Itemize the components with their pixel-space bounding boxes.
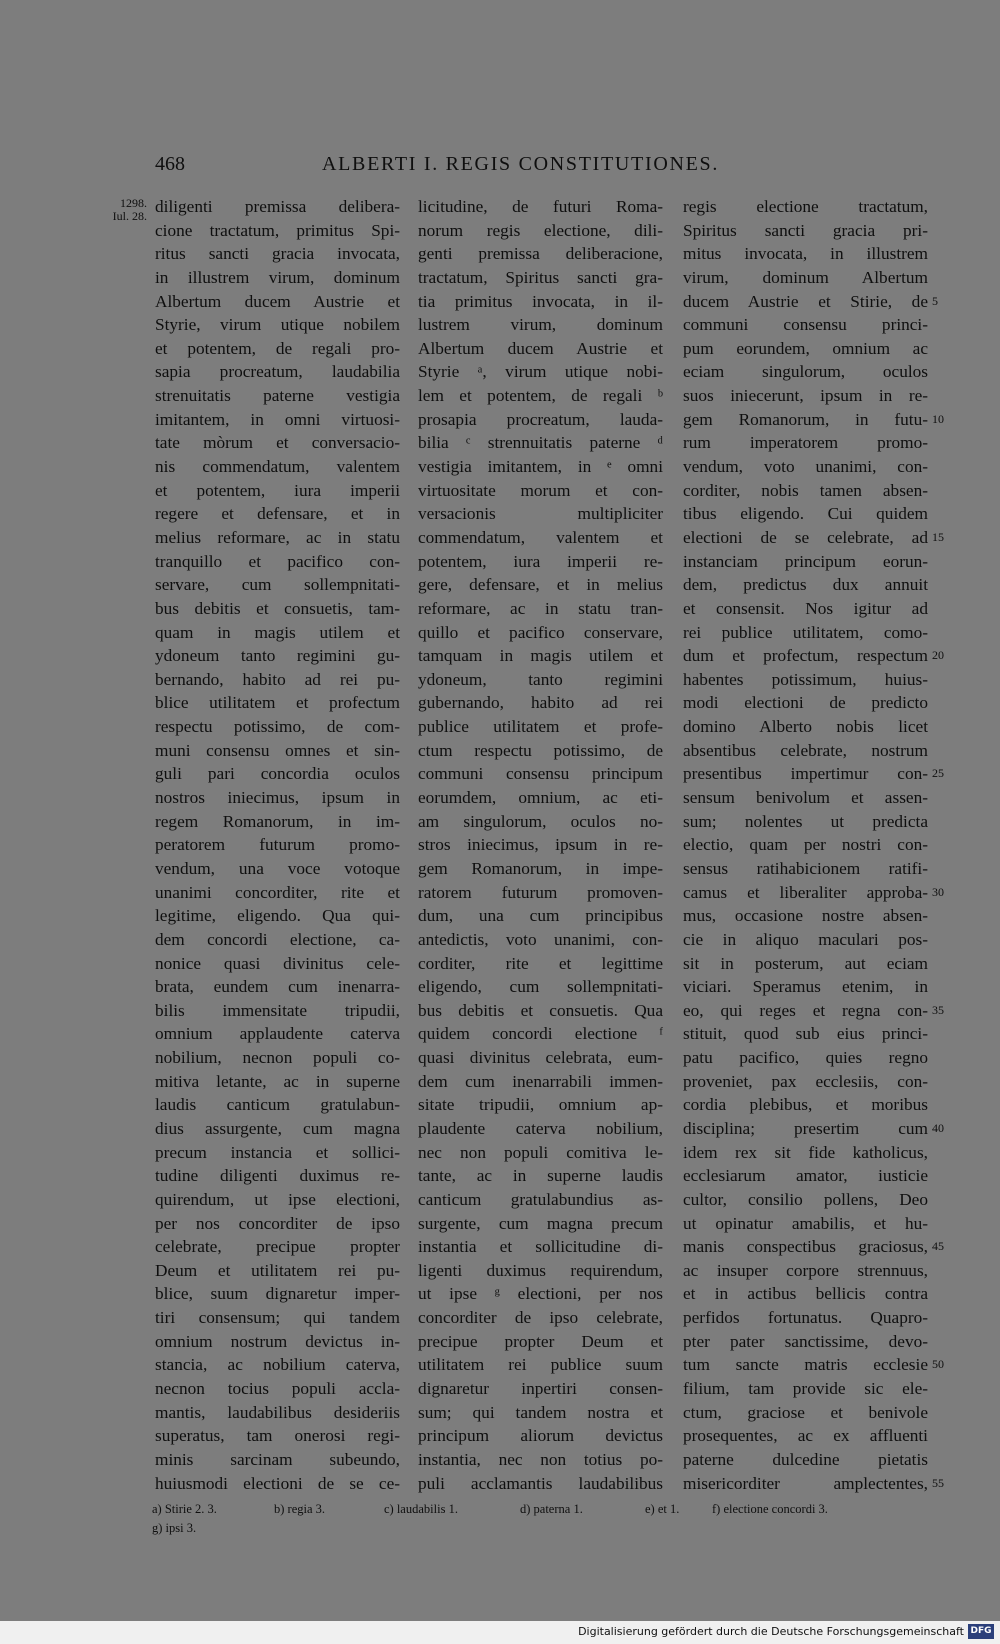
- text-line: bus debitis et consuetis. Qua: [418, 1000, 663, 1020]
- text-line: superatus, tam onerosi regi-: [155, 1426, 400, 1446]
- text-line: blice, suum dignaretur imper-: [155, 1284, 400, 1304]
- text-line: strenuitatis paterne vestigia: [155, 386, 400, 406]
- footnote-f: f) electione concordi 3.: [712, 1502, 828, 1516]
- line-number: [932, 1330, 968, 1354]
- text-line: rum imperatorem promo-: [683, 433, 928, 453]
- text-line: viciari. Speramus etenim, in: [683, 977, 928, 997]
- text-line: mus, occasione nostre absen-: [683, 906, 928, 926]
- line-number: [932, 479, 968, 503]
- line-number: [932, 1212, 968, 1236]
- text-line: communi consensu princi-: [683, 315, 928, 335]
- text-line: dem concordi electione, ca-: [155, 929, 400, 949]
- line-number: [932, 337, 968, 361]
- text-line: plaudente caterva nobilium,: [418, 1118, 663, 1138]
- text-line: genti premissa deliberacione,: [418, 244, 663, 264]
- line-number: [932, 195, 968, 219]
- text-line: prosequentes, ac ex affluenti: [683, 1426, 928, 1446]
- text-line: muni consensu omnes et sin-: [155, 740, 400, 760]
- line-number: 45: [932, 1239, 944, 1254]
- text-line: huiusmodi electioni de se ce-: [155, 1473, 400, 1493]
- text-line: gem Romanorum, in futu-: [683, 409, 928, 429]
- text-line: sitate tripudii, omnium ap-: [418, 1095, 663, 1115]
- line-number: [932, 1259, 968, 1283]
- text-line: tiri consensum; qui tandem: [155, 1308, 400, 1328]
- text-line: nostros iniecimus, ipsum in: [155, 788, 400, 808]
- line-number: [932, 502, 968, 526]
- line-number: [932, 1306, 968, 1330]
- text-line: tudine diligenti duximus re-: [155, 1166, 400, 1186]
- text-line: paterne dulcedine pietatis: [683, 1449, 928, 1469]
- text-line: vendum, una voce votoque: [155, 858, 400, 878]
- footnote-e: e) et 1.: [645, 1502, 680, 1516]
- text-line: surgente, cum magna precum: [418, 1213, 663, 1233]
- text-line: et potentem, de regali pro-: [155, 338, 400, 358]
- text-line: Spiritus sancti gracia pri-: [683, 220, 928, 240]
- text-line: filium, tam provide sic ele-: [683, 1379, 928, 1399]
- text-line: absentibus celebrate, nostrum: [683, 740, 928, 760]
- text-column-2: [418, 195, 663, 1495]
- footnotes: [152, 1502, 932, 1540]
- line-number: [932, 313, 968, 337]
- text-line: pum eorundem, omnium ac: [683, 338, 928, 358]
- page-number: 468: [155, 153, 185, 175]
- line-number: 15: [932, 529, 944, 544]
- text-line: quirendum, ut ipse electioni,: [155, 1189, 400, 1209]
- text-line: electio, quam per nostri con-: [683, 835, 928, 855]
- line-number: 20: [932, 648, 944, 663]
- text-line: Styrie ᵃ, virum utique nobi-: [418, 362, 663, 382]
- text-line: electioni de se celebrate, ad: [683, 527, 928, 547]
- dfg-logo: DFG: [968, 1624, 994, 1639]
- text-line: omnium nostrum devictus in-: [155, 1331, 400, 1351]
- line-number: 25: [932, 766, 944, 781]
- text-line: sit in posterum, aut eciam: [683, 953, 928, 973]
- text-line: domino Alberto nobis licet: [683, 717, 928, 737]
- text-line: stros iniecimus, ipsum in re-: [418, 835, 663, 855]
- footnote-d: d) paterna 1.: [520, 1502, 583, 1516]
- line-number: [932, 691, 968, 715]
- text-line: proveniet, pax ecclesiis, con-: [683, 1071, 928, 1091]
- text-line: omnium applaudente caterva: [155, 1024, 400, 1044]
- footnote-c: c) laudabilis 1.: [384, 1502, 458, 1516]
- text-line: celebrate, precipue propter: [155, 1237, 400, 1257]
- text-line: lem et potentem, de regali ᵇ: [418, 386, 663, 406]
- line-number: [932, 1188, 968, 1212]
- text-line: cie in aliquo maculari pos-: [683, 929, 928, 949]
- line-number: [932, 431, 968, 455]
- text-line: servare, cum sollempnitati-: [155, 575, 400, 595]
- line-number: [932, 266, 968, 290]
- page-header: [0, 153, 1000, 183]
- text-line: disciplina; presertim cum: [683, 1118, 928, 1138]
- text-line: bernando, habito ad rei pu-: [155, 669, 400, 689]
- text-line: quasi divinitus celebrata, eum-: [418, 1048, 663, 1068]
- text-line: instantia, nec non totius po-: [418, 1449, 663, 1469]
- text-line: Albertum ducem Austrie et: [155, 291, 400, 311]
- line-number: [932, 786, 968, 810]
- text-line: norum regis electione, dili-: [418, 220, 663, 240]
- text-line: tractatum, Spiritus sancti gra-: [418, 267, 663, 287]
- text-line: dum, una cum principibus: [418, 906, 663, 926]
- text-line: eligendo, cum sollempnitati-: [418, 977, 663, 997]
- text-line: vendum, voto unanimi, con-: [683, 457, 928, 477]
- text-line: suos iniecerunt, ipsum in re-: [683, 386, 928, 406]
- text-line: tibus eligendo. Cui quidem: [683, 504, 928, 524]
- text-line: patu pacifico, quies regno: [683, 1048, 928, 1068]
- text-line: unanimi concorditer, rite et: [155, 882, 400, 902]
- line-number: [932, 550, 968, 574]
- line-number: [932, 715, 968, 739]
- text-line: quillo et pacifico conservare,: [418, 622, 663, 642]
- text-line: precipue propter Deum et: [418, 1331, 663, 1351]
- text-line: concorditer de ipso celebrate,: [418, 1308, 663, 1328]
- text-line: tate mòrum et conversacio-: [155, 433, 400, 453]
- text-line: virum, dominum Albertum: [683, 267, 928, 287]
- text-line: ctum, graciose et benivole: [683, 1402, 928, 1422]
- text-line: minis sarcinam subeundo,: [155, 1449, 400, 1469]
- text-line: rei publice utilitatem, como-: [683, 622, 928, 642]
- line-number: [932, 1022, 968, 1046]
- line-numbers: [932, 195, 968, 1495]
- line-number: [932, 904, 968, 928]
- text-line: habentes potissimum, huius-: [683, 669, 928, 689]
- text-line: mitiva letante, ac in superne: [155, 1071, 400, 1091]
- line-number: [932, 739, 968, 763]
- text-line: Albertum ducem Austrie et: [418, 338, 663, 358]
- line-number: [932, 810, 968, 834]
- text-line: dem, predictus dux annuit: [683, 575, 928, 595]
- text-line: potentem, iura imperii re-: [418, 551, 663, 571]
- text-line: versacionis multipliciter: [418, 504, 663, 524]
- text-line: et in actibus bellicis contra: [683, 1284, 928, 1304]
- text-line: sum; nolentes ut predicta: [683, 811, 928, 831]
- text-line: gere, defensare, et in melius: [418, 575, 663, 595]
- footnote-row-2: [152, 1521, 932, 1540]
- text-line: stancia, ac nobilium caterva,: [155, 1355, 400, 1375]
- text-line: misericorditer amplectentes,: [683, 1473, 928, 1493]
- text-line: gem Romanorum, in impe-: [418, 858, 663, 878]
- text-line: guli pari concordia oculos: [155, 764, 400, 784]
- text-line: Deum et utilitatem rei pu-: [155, 1260, 400, 1280]
- text-line: ydoneum, tanto regimini: [418, 669, 663, 689]
- text-line: reformare, ac in statu tran-: [418, 598, 663, 618]
- text-line: publice utilitatem et profe-: [418, 717, 663, 737]
- line-number: 30: [932, 884, 944, 899]
- text-line: am singulorum, oculos no-: [418, 811, 663, 831]
- text-line: melius reformare, ac in statu: [155, 527, 400, 547]
- text-line: Styrie, virum utique nobilem: [155, 315, 400, 335]
- line-number: [932, 952, 968, 976]
- text-line: idem rex sit fide katholicus,: [683, 1142, 928, 1162]
- footnote-row-1: [152, 1502, 932, 1521]
- text-line: imitantem, in omni virtuosi-: [155, 409, 400, 429]
- text-line: corditer, nobis tamen absen-: [683, 480, 928, 500]
- text-line: per nos concorditer de ipso: [155, 1213, 400, 1233]
- text-line: stituit, quod sub eius princi-: [683, 1024, 928, 1044]
- digitization-credit: Digitalisierung gefördert durch die Deutsche Forschungsgemeinschaft: [578, 1625, 964, 1638]
- text-line: corditer, rite et legittime: [418, 953, 663, 973]
- text-line: puli acclamantis laudabilibus: [418, 1473, 663, 1493]
- text-line: tia primitus invocata, in il-: [418, 291, 663, 311]
- text-line: prosapia procreatum, lauda-: [418, 409, 663, 429]
- text-line: manis conspectibus graciosus,: [683, 1237, 928, 1257]
- line-number: [932, 928, 968, 952]
- line-number: [932, 668, 968, 692]
- line-number: [932, 1401, 968, 1425]
- text-line: bus debitis et consuetis, tam-: [155, 598, 400, 618]
- text-line: presentibus impertimur con-: [683, 764, 928, 784]
- text-line: necnon tocius populi accla-: [155, 1379, 400, 1399]
- footnote-g: g) ipsi 3.: [152, 1521, 197, 1535]
- text-line: precum instancia et sollici-: [155, 1142, 400, 1162]
- text-line: quam in magis utilem et: [155, 622, 400, 642]
- margin-date-text: 1298. Iul. 28.: [112, 196, 147, 223]
- text-line: ydoneum tanto regimini gu-: [155, 646, 400, 666]
- line-number: [932, 857, 968, 881]
- line-number: [932, 1046, 968, 1070]
- line-number: [932, 621, 968, 645]
- text-line: quidem concordi electione ᶠ: [418, 1024, 663, 1044]
- line-number: [932, 597, 968, 621]
- line-number: 40: [932, 1120, 944, 1135]
- text-line: tranquillo et pacifico con-: [155, 551, 400, 571]
- text-line: regere et defensare, et in: [155, 504, 400, 524]
- running-title: ALBERTI I. REGIS CONSTITUTIONES.: [322, 153, 720, 175]
- text-line: ducem Austrie et Stirie, de: [683, 291, 928, 311]
- line-number: [932, 1164, 968, 1188]
- line-number: [932, 1282, 968, 1306]
- line-number: 10: [932, 411, 944, 426]
- footnote-b: b) regia 3.: [274, 1502, 326, 1516]
- text-line: cione tractatum, primitus Spi-: [155, 220, 400, 240]
- text-line: antedictis, voto unanimi, con-: [418, 929, 663, 949]
- text-line: ligenti duximus requirendum,: [418, 1260, 663, 1280]
- line-number: [932, 1070, 968, 1094]
- text-line: tamquam in magis utilem et: [418, 646, 663, 666]
- text-line: utilitatem rei publice suum: [418, 1355, 663, 1375]
- line-number: [932, 833, 968, 857]
- text-line: eo, qui reges et regna con-: [683, 1000, 928, 1020]
- text-line: lustrem virum, dominum: [418, 315, 663, 335]
- text-line: eciam singulorum, oculos: [683, 362, 928, 382]
- text-line: ac insuper corpore strennuus,: [683, 1260, 928, 1280]
- text-line: commendatum, valentem et: [418, 527, 663, 547]
- text-line: instanciam principum eorun-: [683, 551, 928, 571]
- text-line: laudis canticum gratulabun-: [155, 1095, 400, 1115]
- text-line: cultor, consilio pollens, Deo: [683, 1189, 928, 1209]
- text-line: bilis immensitate tripudii,: [155, 1000, 400, 1020]
- text-line: mitus invocata, in illustrem: [683, 244, 928, 264]
- text-line: peratorem futurum promo-: [155, 835, 400, 855]
- line-number: [932, 242, 968, 266]
- line-number: [932, 975, 968, 999]
- text-line: licitudine, de futuri Roma-: [418, 197, 663, 216]
- text-line: et potentem, iura imperii: [155, 480, 400, 500]
- text-line: legitime, eligendo. Qua qui-: [155, 906, 400, 926]
- line-number: [932, 219, 968, 243]
- text-line: respectu potissimo, de com-: [155, 717, 400, 737]
- text-line: cordia plebibus, et moribus: [683, 1095, 928, 1115]
- text-line: blice utilitatem et profectum: [155, 693, 400, 713]
- text-line: vestigia imitantem, in ᵉ omni: [418, 457, 663, 477]
- line-number: 55: [932, 1475, 944, 1490]
- text-line: sensus ratihabicionem ratifi-: [683, 858, 928, 878]
- text-column-1: [155, 195, 400, 1495]
- text-line: gubernando, habito ad rei: [418, 693, 663, 713]
- text-line: regis electione tractatum,: [683, 197, 928, 216]
- text-line: brata, eundem cum inenarra-: [155, 977, 400, 997]
- line-number: [932, 455, 968, 479]
- line-number: [932, 1141, 968, 1165]
- text-line: ctum respectu potissimo, de: [418, 740, 663, 760]
- text-line: communi consensu principum: [418, 764, 663, 784]
- text-line: ut opinatur amabilis, et hu-: [683, 1213, 928, 1233]
- text-line: ut ipse ᵍ electioni, per nos: [418, 1284, 663, 1304]
- line-number: [932, 1448, 968, 1472]
- text-line: ecclesiarum amator, iusticie: [683, 1166, 928, 1186]
- text-line: sapia procreatum, laudabilia: [155, 362, 400, 382]
- line-number: [932, 1093, 968, 1117]
- text-line: modi electioni de predicto: [683, 693, 928, 713]
- line-number: 50: [932, 1357, 944, 1372]
- text-line: sensum benivolum et assen-: [683, 788, 928, 808]
- text-column-3: [683, 195, 928, 1495]
- text-line: regem Romanorum, in im-: [155, 811, 400, 831]
- text-line: perfidos fortunatus. Quapro-: [683, 1308, 928, 1328]
- line-number: 35: [932, 1002, 944, 1017]
- text-line: pter pater sanctissime, devo-: [683, 1331, 928, 1351]
- line-number: [932, 1424, 968, 1448]
- line-number: [932, 573, 968, 597]
- margin-date: [97, 197, 147, 223]
- text-line: mantis, laudabilibus desideriis: [155, 1402, 400, 1422]
- line-number: [932, 1377, 968, 1401]
- text-line: in illustrem virum, dominum: [155, 267, 400, 287]
- text-line: dius assurgente, cum magna: [155, 1118, 400, 1138]
- text-line: dem cum inenarrabili immen-: [418, 1071, 663, 1091]
- text-line: dignaretur inpertiri consen-: [418, 1379, 663, 1399]
- text-line: sum; qui tandem nostra et: [418, 1402, 663, 1422]
- text-line: ritus sancti gracia invocata,: [155, 244, 400, 264]
- digitization-credit-bar: [0, 1621, 1000, 1644]
- text-line: nis commendatum, valentem: [155, 457, 400, 477]
- line-number: 5: [932, 293, 938, 308]
- text-line: camus et liberaliter approba-: [683, 882, 928, 902]
- text-line: diligenti premissa delibera-: [155, 197, 400, 216]
- text-line: bilia ᶜ strennuitatis paterne ᵈ: [418, 433, 663, 453]
- text-line: principum aliorum devictus: [418, 1426, 663, 1446]
- text-line: ratorem futurum promoven-: [418, 882, 663, 902]
- footnote-a: a) Stirie 2. 3.: [152, 1502, 217, 1516]
- text-line: instantia et sollicitudine di-: [418, 1237, 663, 1257]
- text-line: eorumdem, omnium, ac eti-: [418, 788, 663, 808]
- text-line: et consensit. Nos igitur ad: [683, 598, 928, 618]
- text-line: nec non populi comitiva le-: [418, 1142, 663, 1162]
- text-line: virtuositate morum et con-: [418, 480, 663, 500]
- text-line: canticum gratulabundius as-: [418, 1189, 663, 1209]
- text-line: tum sancte matris ecclesie: [683, 1355, 928, 1375]
- line-number: [932, 360, 968, 384]
- text-line: nobilium, necnon populi co-: [155, 1048, 400, 1068]
- text-line: nonice quasi divinitus cele-: [155, 953, 400, 973]
- line-number: [932, 384, 968, 408]
- text-line: dum et profectum, respectum: [683, 646, 928, 666]
- text-line: tante, ac in superne laudis: [418, 1166, 663, 1186]
